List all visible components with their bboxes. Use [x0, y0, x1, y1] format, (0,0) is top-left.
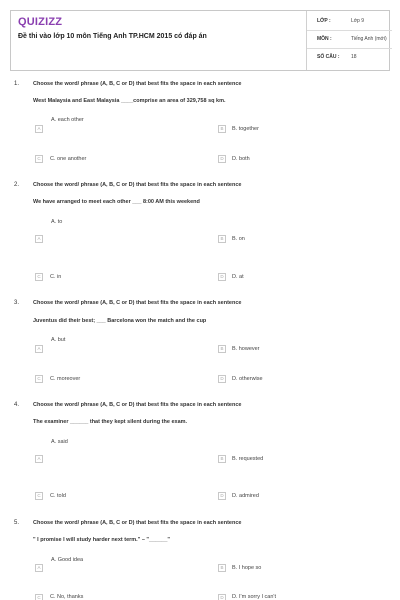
option-a-text: A. to — [51, 219, 63, 225]
option-a-text: A. said — [51, 439, 68, 445]
option-a-box[interactable]: A — [35, 345, 43, 353]
option-c-text: C. No, thanks — [50, 594, 84, 600]
option-d-text: D. both — [232, 156, 250, 162]
option-d-box[interactable]: D — [218, 155, 226, 163]
worksheet-title: Đề thi vào lớp 10 môn Tiếng Anh TP.HCM 2015 có đáp án — [18, 33, 207, 40]
option-d-text: D. at — [232, 274, 244, 280]
option-b-box[interactable]: B — [218, 125, 226, 133]
worksheet-header — [10, 10, 390, 71]
meta-row-subject — [307, 32, 392, 49]
option-a-text: A. but — [51, 337, 66, 343]
meta-label: SỐ CÂU : — [317, 54, 340, 60]
question-sentence: Juventus did their best; ___ Barcelona won the match and the cup — [33, 318, 207, 324]
question-number: 1. — [14, 81, 20, 87]
question-sentence: The examiner ______ that they kept silent during the exam. — [33, 419, 188, 425]
option-c-text: C. told — [50, 493, 66, 499]
option-d-text: D. admired — [232, 493, 259, 499]
meta-row-count — [307, 50, 392, 67]
meta-label: LỚP : — [317, 18, 331, 24]
question-prompt: Choose the word/ phrase (A, B, C or D) that best fits the space in each sentence — [33, 402, 242, 408]
option-b-text: B. together — [232, 126, 259, 132]
meta-value: Lớp 9 — [351, 18, 365, 24]
question-prompt: Choose the word/ phrase (A, B, C or D) that best fits the space in each sentence — [33, 300, 242, 306]
option-b-text: B. on — [232, 236, 245, 242]
question-number: 2. — [14, 182, 20, 188]
option-d-text: D. otherwise — [232, 376, 263, 382]
question-sentence: " I promise I will study harder next term." – "______" — [33, 537, 170, 543]
option-a-box[interactable]: A — [35, 564, 43, 572]
option-a-text: A. each other — [51, 117, 84, 123]
option-a-box[interactable]: A — [35, 125, 43, 133]
option-c-box[interactable]: C — [35, 594, 43, 600]
option-d-text: D. I'm sorry I can't — [232, 594, 276, 600]
option-b-text: B. requested — [232, 456, 264, 462]
option-b-box[interactable]: B — [218, 345, 226, 353]
question-prompt: Choose the word/ phrase (A, B, C or D) that best fits the space in each sentence — [33, 182, 242, 188]
option-b-box[interactable]: B — [218, 235, 226, 243]
option-c-box[interactable]: C — [35, 155, 43, 163]
option-c-box[interactable]: C — [35, 375, 43, 383]
option-b-box[interactable]: B — [218, 564, 226, 572]
question-sentence: West Malaysia and East Malaysia ____comprise an area of 329,758 sq km. — [33, 98, 226, 104]
question-number: 3. — [14, 300, 20, 306]
question-number: 4. — [14, 402, 20, 408]
meta-panel — [306, 11, 391, 70]
option-c-text: C. moreover — [50, 376, 81, 382]
quizizz-logo: QUIZIZZ — [18, 16, 63, 28]
option-c-box[interactable]: C — [35, 273, 43, 281]
question-prompt: Choose the word/ phrase (A, B, C or D) that best fits the space in each sentence — [33, 520, 242, 526]
option-a-box[interactable]: A — [35, 235, 43, 243]
option-d-box[interactable]: D — [218, 375, 226, 383]
meta-label: MÔN : — [317, 36, 332, 42]
option-d-box[interactable]: D — [218, 492, 226, 500]
option-b-box[interactable]: B — [218, 455, 226, 463]
question-sentence: We have arranged to meet each other ___ 8:00 AM this weekend — [33, 199, 200, 205]
option-d-box[interactable]: D — [218, 273, 226, 281]
question-prompt: Choose the word/ phrase (A, B, C or D) that best fits the space in each sentence — [33, 81, 242, 87]
option-a-text: A. Good idea — [51, 557, 84, 563]
option-c-text: C. in — [50, 274, 62, 280]
meta-value: 18 — [351, 54, 357, 60]
meta-value: Tiếng Anh (mới) — [351, 36, 387, 42]
meta-row-grade — [307, 14, 392, 31]
option-b-text: B. I hope so — [232, 565, 262, 571]
option-d-box[interactable]: D — [218, 594, 226, 600]
option-c-box[interactable]: C — [35, 492, 43, 500]
option-c-text: C. one another — [50, 156, 87, 162]
question-number: 5. — [14, 520, 20, 526]
option-b-text: B. however — [232, 346, 260, 352]
option-a-box[interactable]: A — [35, 455, 43, 463]
